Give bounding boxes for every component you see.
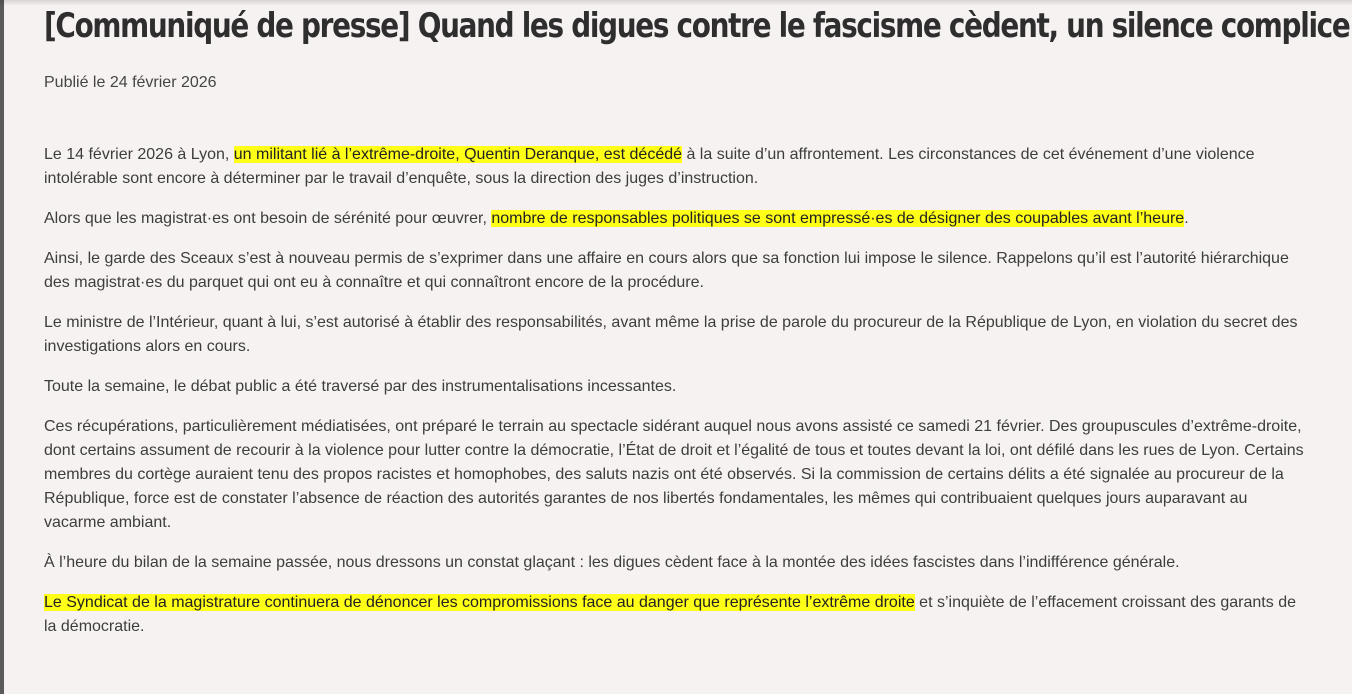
paragraph-2-text-after: . [1184,210,1189,227]
window-left-edge [0,0,4,694]
highlighted-text: un militant lié à l’extrême-droite, Quentin Deranque, est décédé [233,146,683,163]
article-body [44,143,1312,639]
paragraph-1 [44,143,1312,191]
paragraph-5: Toute la semaine, le débat public a été traversé par des instrumentalisations incessantes. [44,378,677,395]
paragraph-3: Ainsi, le garde des Sceaux s’est à nouveau permis de s’exprimer dans une affaire en cours alors que sa fonction lui impose le silence. Rappelons qu’il est l’autorité hiérarchique des magistrat·es du parquet qui ont eu à connaître et qui connaîtront encore de la procédure. [44,250,1289,291]
highlighted-text: Le Syndicat de la magistrature continuera de dénoncer les compromissions face au danger que représente l’extrême droite [44,594,915,611]
paragraph-1-text-after: à la suite d’un affrontement. Les circonstances de cet événement d’une violence intolérable sont encore à déterminer par le travail d’enquête, sous la direction des juges d’instruction. [44,146,1255,187]
paragraph-2 [44,207,1312,231]
paragraph-6: Ces récupérations, particulièrement médiatisées, ont préparé le terrain au spectacle sidérant auquel nous avons assisté ce samedi 21 février. Des groupuscules d’extrême-droite, dont certains assument de recourir à la violence pour lutter contre la démocratie, l’État de droit et l’égalité de tous et toutes devant la loi, ont défilé dans les rues de Lyon. Certains membres du cortège auraient tenu des propos racistes et homophobes, des saluts nazis ont été observés. Si la commission de certains délits a été signalée au procureur de la République, force est de constater l’absence de réaction des autorités garantes de nos libertés fondamentales, les mêmes qui contribuaient quelques jours auparavant au vacarme ambiant. [44,418,1304,531]
paragraph-1-text-before: Le 14 février 2026 à Lyon, [44,146,234,163]
paragraph-8 [44,591,1312,639]
article-title: [Communiqué de presse] Quand les digues contre le fascisme cèdent, un silence complice [44,6,1350,46]
press-release-article [44,0,1350,655]
paragraph-8-text-after: et s’inquiète de l’effacement croissant des garants de la démocratie. [44,594,1296,635]
paragraph-2-text-before: Alors que les magistrat·es ont besoin de sérénité pour œuvrer, [44,210,492,227]
paragraph-4: Le ministre de l’Intérieur, quant à lui, s’est autorisé à établir des responsabilités, avant même la prise de parole du procureur de la République de Lyon, en violation du secret des investigations alors en cours. [44,314,1298,355]
highlighted-text: nombre de responsables politiques se sont empressé·es de désigner des coupables avant l’heure [491,210,1185,227]
paragraph-7: À l’heure du bilan de la semaine passée, nous dressons un constat glaçant : les digues cèdent face à la montée des idées fascistes dans l’indifférence générale. [44,554,1180,571]
publication-date: Publié le 24 février 2026 [44,74,217,91]
